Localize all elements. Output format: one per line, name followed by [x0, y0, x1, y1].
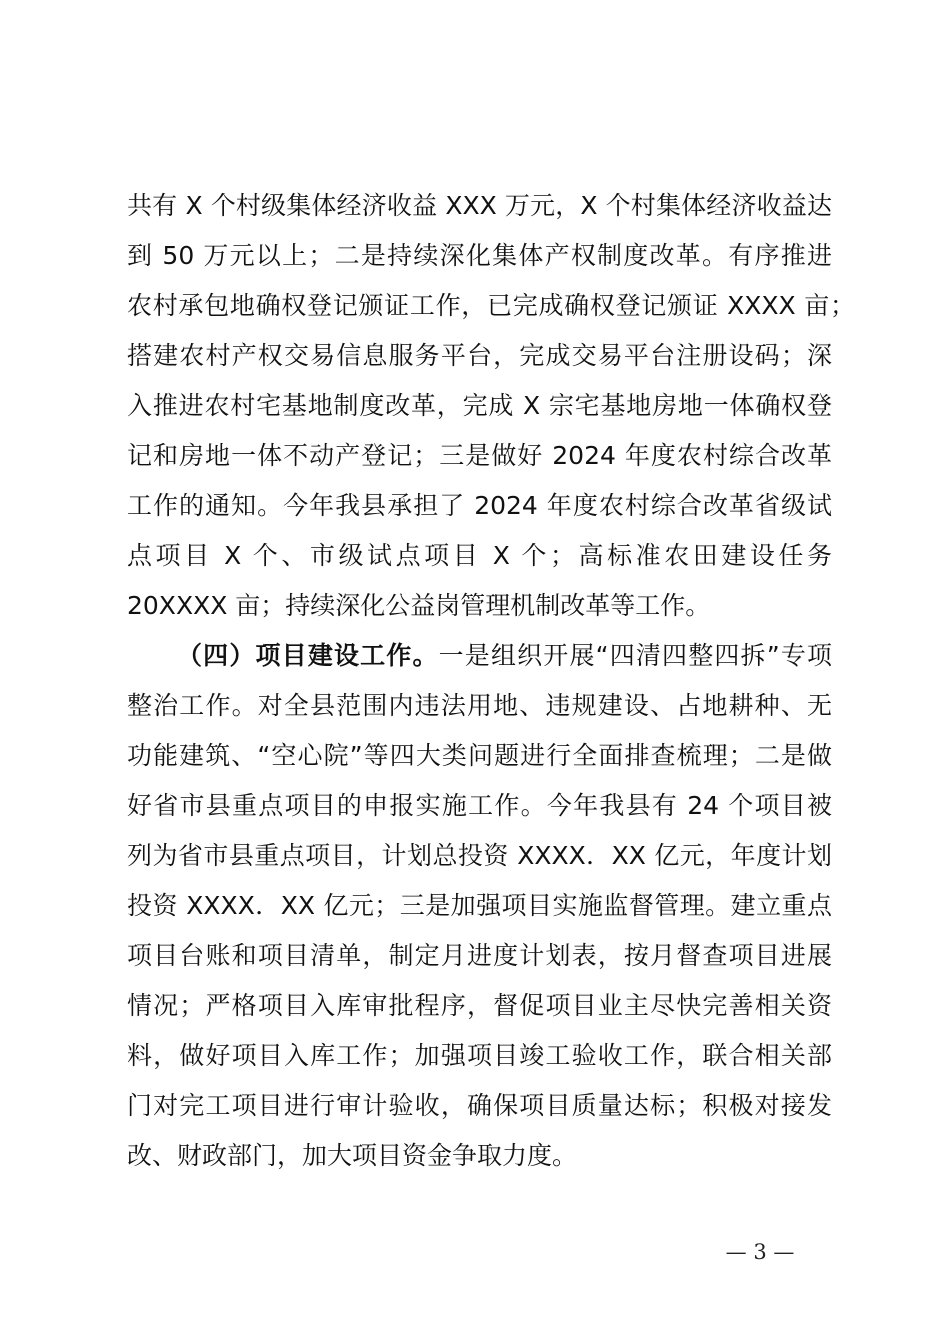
body-text-line: 门对完工项目进行审计验收，确保项目质量达标；积极对接发: [127, 1091, 832, 1120]
body-text-line: 记和房地一体不动产登记；三是做好 2024 年度农村综合改革: [127, 441, 832, 470]
body-text-line: 投资 XXXX．XX 亿元；三是加强项目实施监督管理。建立重点: [127, 891, 832, 920]
body-text-line: 情况；严格项目入库审批程序，督促项目业主尽快完善相关资: [127, 991, 832, 1020]
page-number: — 3 —: [725, 1240, 795, 1264]
body-text-line: 项目台账和项目清单，制定月进度计划表，按月督查项目进展: [127, 941, 832, 970]
body-text-line: 共有 X 个村级集体经济收益 XXX 万元，X 个村集体经济收益达: [127, 191, 832, 220]
section-heading-rest: 一是组织开展“四清四整四拆”专项: [438, 641, 832, 670]
section-heading-line: [177, 638, 832, 674]
body-text-line: 整治工作。对全县范围内违法用地、违规建设、占地耕种、无: [127, 691, 832, 720]
body-text-line: 农村承包地确权登记颁证工作，已完成确权登记颁证 XXXX 亩；: [127, 291, 855, 320]
body-text-line: 入推进农村宅基地制度改革，完成 X 宗宅基地房地一体确权登: [127, 391, 832, 420]
section-heading: （四）项目建设工作。: [177, 641, 439, 670]
body-text-line: 改、财政部门，加大项目资金争取力度。: [127, 1141, 578, 1170]
body-text-line: 工作的通知。今年我县承担了 2024 年度农村综合改革省级试: [127, 491, 832, 520]
body-text-line: 点项目 X 个、市级试点项目 X 个；高标准农田建设任务: [127, 541, 832, 570]
body-text-line: 列为省市县重点项目，计划总投资 XXXX．XX 亿元，年度计划: [127, 841, 832, 870]
body-text-line: 好省市县重点项目的申报实施工作。今年我县有 24 个项目被: [127, 791, 832, 820]
body-text-line: 20XXXX 亩；持续深化公益岗管理机制改革等工作。: [127, 591, 711, 620]
body-text-line: 料，做好项目入库工作；加强项目竣工验收工作，联合相关部: [127, 1041, 832, 1070]
body-text-line: 搭建农村产权交易信息服务平台，完成交易平台注册设码；深: [127, 341, 832, 370]
body-text-line: 到 50 万元以上；二是持续深化集体产权制度改革。有序推进: [127, 241, 832, 270]
body-text-line: 功能建筑、“空心院”等四大类问题进行全面排查梳理；二是做: [127, 741, 832, 770]
